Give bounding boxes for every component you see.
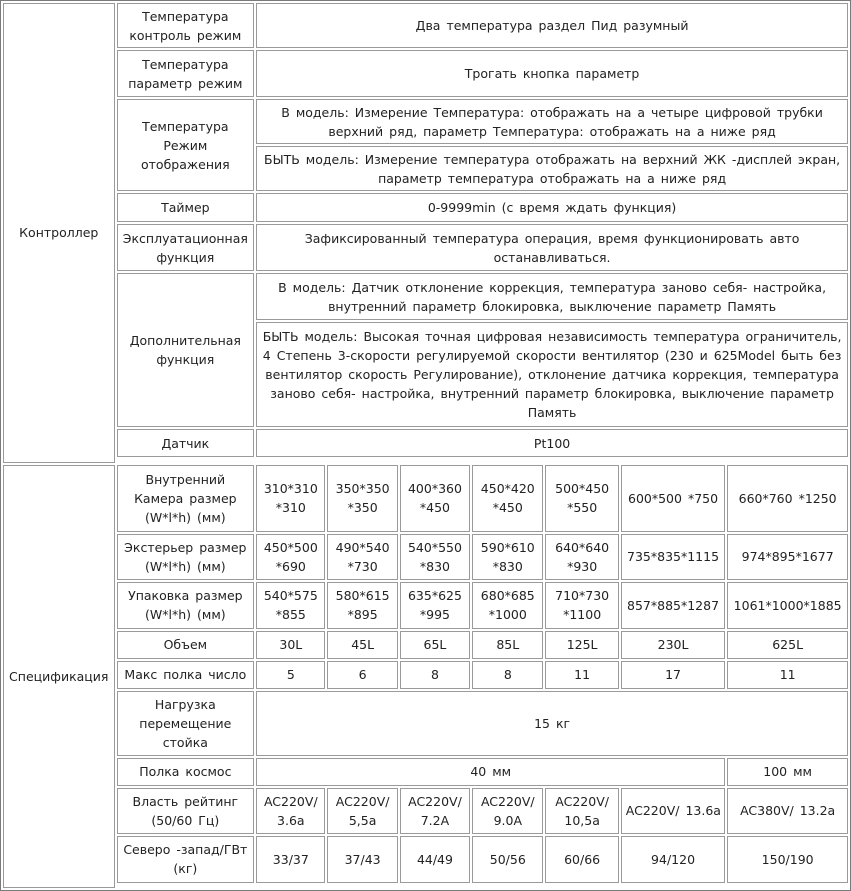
value-cell: 11 xyxy=(727,661,848,689)
value-cell: 94/120 xyxy=(621,836,725,883)
value-cell: 50/56 xyxy=(472,836,543,883)
row-label: Таймер xyxy=(117,193,255,222)
row-label: Датчик xyxy=(117,429,255,457)
row-value: 40 мм xyxy=(256,758,725,786)
value-cell: 400*360 *450 xyxy=(400,465,470,532)
row-value: Трогать кнопка параметр xyxy=(256,50,848,97)
row-label: Температура контроль режим xyxy=(117,3,255,48)
value-cell: 125L xyxy=(545,631,618,659)
table-row xyxy=(3,3,848,48)
table-row xyxy=(3,758,848,786)
value-cell: 310*310 *310 xyxy=(256,465,325,532)
spacer-cell xyxy=(117,885,848,889)
row-label: Дополнительная функция xyxy=(117,273,255,427)
value-cell: 45L xyxy=(327,631,397,659)
value-cell: 33/37 xyxy=(256,836,325,883)
row-label: Внутренний Камера размер (W*l*h) (мм) xyxy=(117,465,255,532)
value-cell: 350*350 *350 xyxy=(327,465,397,532)
value-cell: 600*500 *750 xyxy=(621,465,725,532)
table-row xyxy=(3,661,848,689)
section-controller: Контроллер xyxy=(3,3,115,463)
value-cell: 857*885*1287 xyxy=(621,582,725,629)
value-cell: AC220V/ 7.2A xyxy=(400,788,470,834)
row-value: Два температура раздел Пид разумный xyxy=(256,3,848,48)
value-cell: 450*500 *690 xyxy=(256,534,325,580)
table-row xyxy=(3,224,848,271)
value-cell: 540*550 *830 xyxy=(400,534,470,580)
row-value: 0-9999min (с время ждать функция) xyxy=(256,193,848,222)
value-cell: AC380V/ 13.2a xyxy=(727,788,848,834)
value-cell: 8 xyxy=(400,661,470,689)
row-value: Pt100 xyxy=(256,429,848,457)
row-value: В модель: Измерение Температура: отображать на а четыре цифровой трубки верхний ряд, параметр Температура: отображать на а ниже ряд xyxy=(256,99,848,144)
row-label: Эксплуатационная функция xyxy=(117,224,255,271)
value-cell: 660*760 *1250 xyxy=(727,465,848,532)
row-value: БЫТЬ модель: Высокая точная цифровая независимость температура ограничитель, 4 Степень 3-скорости регулируемой скорости вентилятор (230 и 625Model быть без вентилятор скорость Регулирование), отклонение датчика коррекция, температура заново себя- настройка, внутренний параметр блокировка, выключение параметр Память xyxy=(256,322,848,427)
table-row-spacer xyxy=(3,459,848,463)
value-cell: 590*610 *830 xyxy=(472,534,543,580)
value-cell: 635*625 *995 xyxy=(400,582,470,629)
value-cell: 11 xyxy=(545,661,618,689)
value-cell: 540*575 *855 xyxy=(256,582,325,629)
value-cell: 625L xyxy=(727,631,848,659)
value-cell: 17 xyxy=(621,661,725,689)
value-cell: 60/66 xyxy=(545,836,618,883)
value-cell: 640*640 *930 xyxy=(545,534,618,580)
table-row xyxy=(3,273,848,320)
value-cell: 490*540 *730 xyxy=(327,534,397,580)
value-cell: 450*420 *450 xyxy=(472,465,543,532)
row-label: Экстерьер размер (W*l*h) (мм) xyxy=(117,534,255,580)
value-cell: 230L xyxy=(621,631,725,659)
value-cell: 974*895*1677 xyxy=(727,534,848,580)
table-row xyxy=(3,534,848,580)
table-row xyxy=(3,465,848,532)
table-row xyxy=(3,193,848,222)
row-label: Объем xyxy=(117,631,255,659)
row-value: Зафиксированный температура операция, время функционировать авто останавливаться. xyxy=(256,224,848,271)
value-cell: 30L xyxy=(256,631,325,659)
value-cell: 680*685 *1000 xyxy=(472,582,543,629)
value-cell: 580*615 *895 xyxy=(327,582,397,629)
row-label: Полка космос xyxy=(117,758,255,786)
row-label: Макс полка число xyxy=(117,661,255,689)
row-label: Нагрузка перемещение стойка xyxy=(117,691,255,756)
value-cell: 735*835*1115 xyxy=(621,534,725,580)
row-value: В модель: Датчик отклонение коррекция, температура заново себя- настройка, внутренний параметр блокировка, выключение параметр Память xyxy=(256,273,848,320)
table-row xyxy=(3,582,848,629)
value-cell: 65L xyxy=(400,631,470,659)
table-row xyxy=(3,50,848,97)
value-cell: 5 xyxy=(256,661,325,689)
value-cell: 37/43 xyxy=(327,836,397,883)
table-row xyxy=(3,99,848,144)
value-cell: 150/190 xyxy=(727,836,848,883)
section-spec: Спецификация xyxy=(3,465,115,889)
value-cell: AC220V/ 5,5a xyxy=(327,788,397,834)
value-cell: AC220V/ 3.6a xyxy=(256,788,325,834)
table-row xyxy=(3,836,848,883)
value-cell: AC220V/ 9.0A xyxy=(472,788,543,834)
value-cell: 85L xyxy=(472,631,543,659)
table-row-spacer xyxy=(3,885,848,889)
value-cell: 6 xyxy=(327,661,397,689)
spacer-cell xyxy=(117,459,848,463)
row-label: Температура Режим отображения xyxy=(117,99,255,191)
table-row xyxy=(3,691,848,756)
value-cell: AC220V/ 10,5a xyxy=(545,788,618,834)
row-value: 100 мм xyxy=(727,758,848,786)
row-label: Упаковка размер (W*l*h) (мм) xyxy=(117,582,255,629)
value-cell: 44/49 xyxy=(400,836,470,883)
table-row xyxy=(3,429,848,457)
value-cell: 8 xyxy=(472,661,543,689)
value-cell: 500*450 *550 xyxy=(545,465,618,532)
row-value: 15 кг xyxy=(256,691,848,756)
value-cell: 710*730 *1100 xyxy=(545,582,618,629)
row-label: Температура параметр режим xyxy=(117,50,255,97)
table-row xyxy=(3,631,848,659)
row-label: Северо -запад/ГВт (кг) xyxy=(117,836,255,883)
value-cell: 1061*1000*1885 xyxy=(727,582,848,629)
value-cell: AC220V/ 13.6a xyxy=(621,788,725,834)
table-row xyxy=(3,788,848,834)
row-label: Власть рейтинг (50/60 Гц) xyxy=(117,788,255,834)
row-value: БЫТЬ модель: Измерение температура отображать на верхний ЖК -дисплей экран, параметр температура отображать на а ниже ряд xyxy=(256,146,848,191)
